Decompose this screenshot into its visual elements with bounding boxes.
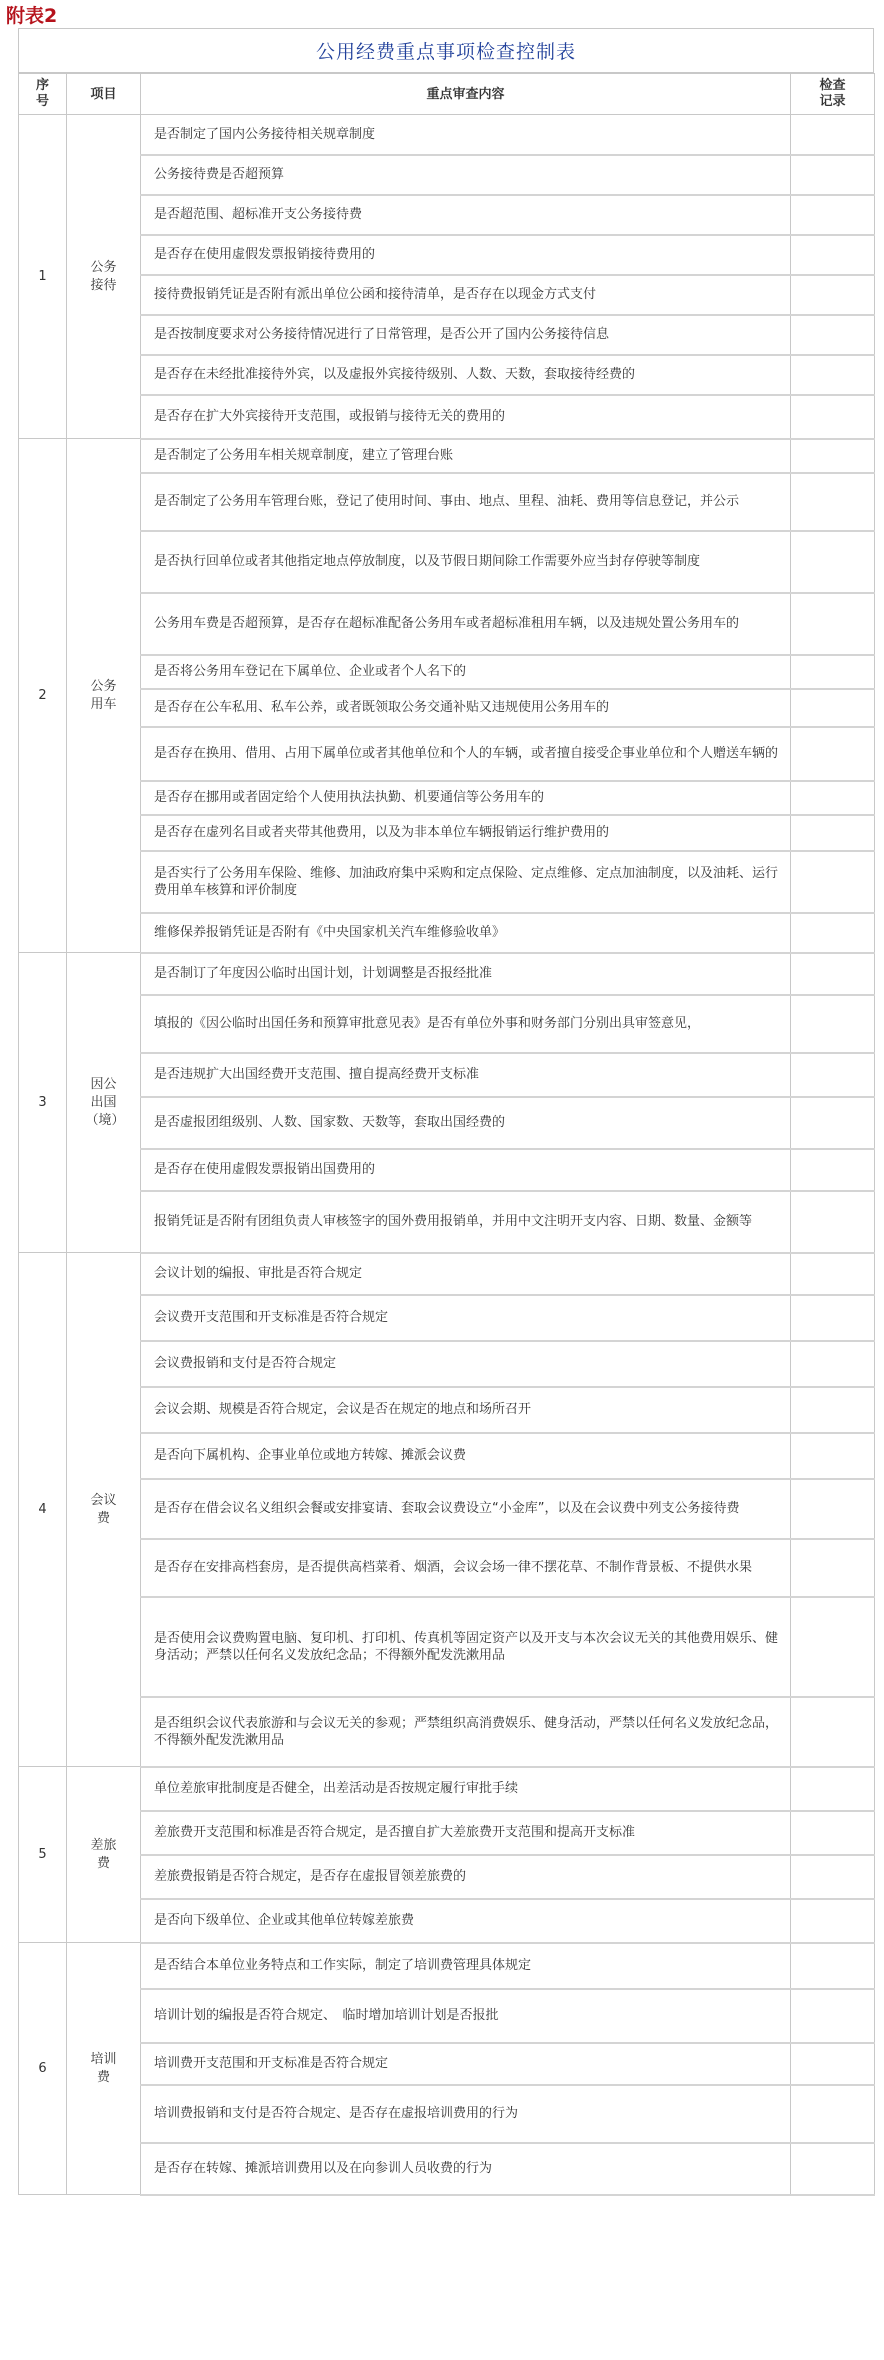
- review-content-cell: 是否使用会议费购置电脑、复印机、打印机、传真机等固定资产以及开支与本次会议无关的其他费用娱乐、健身活动；严禁以任何名义发放纪念品；不得额外配发洗漱用品: [141, 1597, 791, 1697]
- review-content-cell: 培训计划的编报是否符合规定、 临时增加培训计划是否报批: [141, 1989, 791, 2043]
- table-row: [19, 275, 875, 315]
- table-row: [19, 235, 875, 275]
- review-content-cell: 差旅费开支范围和标准是否符合规定，是否擅自扩大差旅费开支范围和提高开支标准: [141, 1811, 791, 1855]
- appendix-label: 附表2: [6, 5, 58, 27]
- check-record-cell[interactable]: [791, 655, 875, 689]
- header-row: [19, 74, 875, 115]
- section-item-name: [67, 1253, 141, 1767]
- check-record-cell[interactable]: [791, 439, 875, 473]
- review-content-cell: 是否存在使用虚假发票报销出国费用的: [141, 1149, 791, 1191]
- table-row: [19, 155, 875, 195]
- section-number: 6: [19, 1943, 67, 2195]
- table-row: [19, 781, 875, 815]
- header-no-line1: 序: [35, 78, 49, 93]
- table-row: [19, 1899, 875, 1943]
- check-record-cell[interactable]: [791, 1253, 875, 1295]
- control-table-sheet: [18, 28, 874, 2196]
- check-record-cell[interactable]: [791, 995, 875, 1053]
- review-content-cell: 是否实行了公务用车保险、维修、加油政府集中采购和定点保险、定点维修、定点加油制度，以及油耗、运行费用单车核算和评价制度: [141, 851, 791, 913]
- review-content-cell: 是否组织会议代表旅游和与会议无关的参观；严禁组织高消费娱乐、健身活动，严禁以任何名义发放纪念品，不得额外配发洗漱用品: [141, 1697, 791, 1767]
- review-content-cell: 是否存在公车私用、私车公养，或者既领取公务交通补贴又违规使用公务用车的: [141, 689, 791, 727]
- table-row: [19, 689, 875, 727]
- table-title-row: [18, 29, 874, 73]
- table-row: [19, 1387, 875, 1433]
- check-record-cell[interactable]: [791, 2043, 875, 2085]
- section-item-label: 培训费: [90, 2051, 117, 2085]
- section-item-name: [67, 1767, 141, 1943]
- review-content-cell: 公务接待费是否超预算: [141, 155, 791, 195]
- check-record-cell[interactable]: [791, 2085, 875, 2143]
- review-content-cell: 是否执行回单位或者其他指定地点停放制度，以及节假日期间除工作需要外应当封存停驶等制度: [141, 531, 791, 593]
- table-row: [19, 727, 875, 781]
- review-content-cell: 是否存在未经批准接待外宾，以及虚报外宾接待级别、人数、天数，套取接待经费的: [141, 355, 791, 395]
- table-row: [19, 355, 875, 395]
- header-check-line2: 记录: [819, 94, 846, 109]
- check-record-cell[interactable]: [791, 395, 875, 439]
- review-content-cell: 是否制订了年度因公临时出国计划，计划调整是否报经批准: [141, 953, 791, 995]
- table-row: [19, 1989, 875, 2043]
- check-record-cell[interactable]: [791, 1943, 875, 1989]
- table-row: [19, 531, 875, 593]
- review-content-cell: 是否制定了公务用车管理台账，登记了使用时间、事由、地点、里程、油耗、费用等信息登记，并公示: [141, 473, 791, 531]
- table-row: [19, 995, 875, 1053]
- table-row: [19, 851, 875, 913]
- table-row: [19, 1053, 875, 1097]
- review-content-cell: 会议会期、规模是否符合规定，会议是否在规定的地点和场所召开: [141, 1387, 791, 1433]
- header-check: [791, 74, 875, 115]
- table-row: [19, 1433, 875, 1479]
- review-content-cell: 填报的《因公临时出国任务和预算审批意见表》是否有单位外事和财务部门分别出具审签意见，: [141, 995, 791, 1053]
- check-record-cell[interactable]: [791, 1989, 875, 2043]
- review-content-cell: 会议费报销和支付是否符合规定: [141, 1341, 791, 1387]
- review-content-cell: 是否向下级单位、企业或其他单位转嫁差旅费: [141, 1899, 791, 1943]
- section-item-name: [67, 953, 141, 1253]
- review-content-cell: 是否将公务用车登记在下属单位、企业或者个人名下的: [141, 655, 791, 689]
- review-content-cell: 是否存在换用、借用、占用下属单位或者其他单位和个人的车辆，或者擅自接受企事业单位和个人赠送车辆的: [141, 727, 791, 781]
- section-item-name: [67, 439, 141, 953]
- section-item-label: 差旅费: [90, 1837, 117, 1871]
- check-record-cell[interactable]: [791, 1433, 875, 1479]
- section-number: 3: [19, 953, 67, 1253]
- check-record-cell[interactable]: [791, 1811, 875, 1855]
- check-record-cell[interactable]: [791, 1295, 875, 1341]
- table-row: [19, 913, 875, 953]
- check-record-cell[interactable]: [791, 781, 875, 815]
- section-item-label: 因公出国（境）: [85, 1076, 125, 1128]
- header-no: [19, 74, 67, 115]
- table-row: [19, 2143, 875, 2195]
- check-record-cell[interactable]: [791, 851, 875, 913]
- review-content-cell: 是否按制度要求对公务接待情况进行了日常管理，是否公开了国内公务接待信息: [141, 315, 791, 355]
- review-content-cell: 培训费开支范围和开支标准是否符合规定: [141, 2043, 791, 2085]
- check-record-cell[interactable]: [791, 1539, 875, 1597]
- check-record-cell[interactable]: [791, 275, 875, 315]
- check-record-cell[interactable]: [791, 1149, 875, 1191]
- table-title: 公用经费重点事项检查控制表: [315, 41, 576, 63]
- header-content: 重点审查内容: [141, 74, 791, 115]
- table-row: [19, 195, 875, 235]
- review-content-cell: 维修保养报销凭证是否附有《中央国家机关汽车维修验收单》: [141, 913, 791, 953]
- table-row: [19, 439, 875, 473]
- check-record-cell[interactable]: [791, 913, 875, 953]
- review-content-cell: 是否存在挪用或者固定给个人使用执法执勤、机要通信等公务用车的: [141, 781, 791, 815]
- check-record-cell[interactable]: [791, 1053, 875, 1097]
- review-content-cell: 报销凭证是否附有团组负责人审核签字的国外费用报销单，并用中文注明开支内容、日期、数量、金额等: [141, 1191, 791, 1253]
- review-content-cell: 会议费开支范围和开支标准是否符合规定: [141, 1295, 791, 1341]
- section-item-label: 公务用车: [90, 678, 117, 712]
- check-record-cell[interactable]: [791, 155, 875, 195]
- table-row: [19, 395, 875, 439]
- table-row: [19, 1097, 875, 1149]
- section-number: 5: [19, 1767, 67, 1943]
- table-row: [19, 1191, 875, 1253]
- review-content-cell: 是否向下属机构、企事业单位或地方转嫁、摊派会议费: [141, 1433, 791, 1479]
- check-record-cell[interactable]: [791, 1097, 875, 1149]
- check-record-cell[interactable]: [791, 727, 875, 781]
- table-row: [19, 1697, 875, 1767]
- check-record-cell[interactable]: [791, 1387, 875, 1433]
- review-content-cell: 单位差旅审批制度是否健全，出差活动是否按规定履行审批手续: [141, 1767, 791, 1811]
- table-row: [19, 315, 875, 355]
- review-content-cell: 会议计划的编报、审批是否符合规定: [141, 1253, 791, 1295]
- check-record-cell[interactable]: [791, 1767, 875, 1811]
- check-record-cell[interactable]: [791, 473, 875, 531]
- section-item-label: 公务接待: [90, 259, 117, 293]
- table-row: [19, 1479, 875, 1539]
- section-item-label: 会议费: [90, 1492, 117, 1526]
- check-record-cell[interactable]: [791, 1697, 875, 1767]
- review-content-cell: 是否存在借会议名义组织会餐或安排宴请、套取会议费设立“小金库”，以及在会议费中列支公务接待费: [141, 1479, 791, 1539]
- check-record-cell[interactable]: [791, 315, 875, 355]
- table-row: [19, 593, 875, 655]
- header-item: 项目: [67, 74, 141, 115]
- table-row: [19, 1597, 875, 1697]
- check-record-cell[interactable]: [791, 1597, 875, 1697]
- check-record-cell[interactable]: [791, 689, 875, 727]
- check-record-cell[interactable]: [791, 1479, 875, 1539]
- review-content-cell: 是否存在虚列名目或者夹带其他费用，以及为非本单位车辆报销运行维护费用的: [141, 815, 791, 851]
- check-record-cell[interactable]: [791, 1899, 875, 1943]
- check-record-cell[interactable]: [791, 195, 875, 235]
- section-number: 4: [19, 1253, 67, 1767]
- table-row: [19, 1253, 875, 1295]
- review-content-cell: 是否违规扩大出国经费开支范围、擅自提高经费开支标准: [141, 1053, 791, 1097]
- review-content-cell: 是否存在安排高档套房，是否提供高档菜肴、烟酒，会议会场一律不摆花草、不制作背景板、不提供水果: [141, 1539, 791, 1597]
- check-record-cell[interactable]: [791, 355, 875, 395]
- section-number: 1: [19, 115, 67, 439]
- table-row: [19, 1341, 875, 1387]
- section-item-name: [67, 1943, 141, 2195]
- review-content-cell: 是否结合本单位业务特点和工作实际，制定了培训费管理具体规定: [141, 1943, 791, 1989]
- table-row: [19, 115, 875, 155]
- table-row: [19, 1767, 875, 1811]
- review-content-cell: 是否制定了国内公务接待相关规章制度: [141, 115, 791, 155]
- review-content-cell: 差旅费报销是否符合规定，是否存在虚报冒领差旅费的: [141, 1855, 791, 1899]
- review-content-cell: 是否超范围、超标准开支公务接待费: [141, 195, 791, 235]
- check-record-cell[interactable]: [791, 815, 875, 851]
- check-record-cell[interactable]: [791, 593, 875, 655]
- table-row: [19, 1943, 875, 1989]
- check-record-cell[interactable]: [791, 1855, 875, 1899]
- section-number: 2: [19, 439, 67, 953]
- check-record-cell[interactable]: [791, 2143, 875, 2195]
- table-row: [19, 953, 875, 995]
- review-content-cell: 是否存在转嫁、摊派培训费用以及在向参训人员收费的行为: [141, 2143, 791, 2195]
- review-content-cell: 公务用车费是否超预算，是否存在超标准配备公务用车或者超标准租用车辆，以及违规处置公务用车的: [141, 593, 791, 655]
- check-record-cell[interactable]: [791, 235, 875, 275]
- table-row: [19, 2043, 875, 2085]
- table-row: [19, 1811, 875, 1855]
- review-content-cell: 是否存在扩大外宾接待开支范围，或报销与接待无关的费用的: [141, 395, 791, 439]
- section-item-name: [67, 115, 141, 439]
- table-row: [19, 1539, 875, 1597]
- check-record-cell[interactable]: [791, 115, 875, 155]
- review-content-cell: 是否制定了公务用车相关规章制度，建立了管理台账: [141, 439, 791, 473]
- table-row: [19, 1855, 875, 1899]
- check-record-cell[interactable]: [791, 953, 875, 995]
- review-content-cell: 是否存在使用虚假发票报销接待费用的: [141, 235, 791, 275]
- table-row: [19, 815, 875, 851]
- table-row: [19, 2085, 875, 2143]
- review-content-cell: 是否虚报团组级别、人数、国家数、天数等，套取出国经费的: [141, 1097, 791, 1149]
- header-check-line1: 检查: [819, 78, 846, 93]
- check-record-cell[interactable]: [791, 531, 875, 593]
- header-no-line2: 号: [35, 94, 49, 109]
- check-record-cell[interactable]: [791, 1191, 875, 1253]
- table-row: [19, 655, 875, 689]
- control-table: [18, 73, 875, 2196]
- review-content-cell: 接待费报销凭证是否附有派出单位公函和接待清单，是否存在以现金方式支付: [141, 275, 791, 315]
- table-row: [19, 1149, 875, 1191]
- table-row: [19, 1295, 875, 1341]
- check-record-cell[interactable]: [791, 1341, 875, 1387]
- table-row: [19, 473, 875, 531]
- review-content-cell: 培训费报销和支付是否符合规定、是否存在虚报培训费用的行为: [141, 2085, 791, 2143]
